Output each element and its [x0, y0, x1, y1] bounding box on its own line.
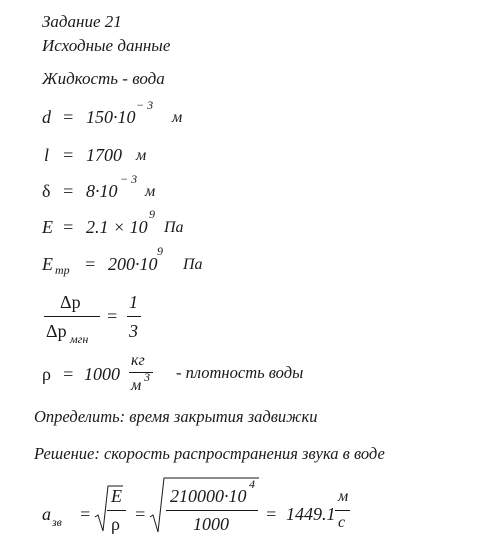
radical-1-denominator: ρ	[111, 514, 120, 534]
rho-unit-exponent: 3	[144, 370, 150, 384]
ratio-denominator-subscript: мгн	[70, 332, 89, 346]
ratio-equals: =	[106, 306, 119, 326]
l-value: 1700	[86, 145, 122, 165]
E-mantissa: 2.1 × 10	[86, 217, 148, 237]
Etr-equals: =	[84, 254, 97, 274]
radical-2-numerator-exponent: 4	[249, 477, 255, 491]
E-symbol: E	[42, 217, 53, 237]
radical-2-fraction-bar	[166, 510, 258, 511]
d-unit: м	[172, 109, 183, 126]
rho-unit-denominator: м	[131, 377, 142, 394]
l-symbol: l	[44, 145, 50, 165]
result-value: 1449.1	[286, 504, 336, 524]
Etr-exponent: 9	[157, 244, 163, 258]
ratio-fraction-bar	[44, 316, 100, 317]
result-unit-numerator: м	[338, 488, 349, 505]
task-title: Задание 21	[42, 12, 122, 31]
l-unit: м	[136, 147, 147, 164]
rho-symbol: ρ	[42, 364, 51, 384]
ratio-rhs-denominator: 3	[129, 321, 138, 341]
rho-equals: =	[62, 364, 75, 384]
result-unit-denominator: с	[338, 514, 346, 531]
subtitle: Исходные данные	[42, 36, 171, 55]
d-equals: =	[62, 107, 75, 127]
fluid-line: Жидкость - вода	[42, 69, 165, 88]
radical-1-fraction-bar	[107, 510, 126, 511]
ratio-rhs-fraction-bar	[127, 316, 141, 317]
Etr-symbol: E	[42, 254, 53, 274]
ratio-denominator: Δp	[46, 321, 67, 341]
a-symbol: a	[42, 504, 51, 524]
radical-2-denominator: 1000	[193, 514, 229, 534]
result-unit-fraction-bar	[335, 510, 350, 511]
radical-2-numerator: 210000·10	[170, 486, 247, 506]
a-subscript: зв	[52, 515, 62, 529]
eq-2: =	[134, 504, 147, 524]
rho-value: 1000	[84, 364, 120, 384]
E-equals: =	[62, 217, 75, 237]
E-exponent: 9	[149, 207, 155, 221]
Etr-mantissa: 200·10	[108, 254, 158, 274]
solution-label: Решение: скорость распространения звука в воде	[34, 444, 385, 463]
l-equals: =	[62, 145, 75, 165]
rho-note: - плотность воды	[176, 363, 304, 382]
Etr-unit: Па	[183, 256, 203, 273]
ratio-numerator: Δp	[60, 292, 81, 312]
eq-1: =	[79, 504, 92, 524]
radical-1-numerator: E	[111, 486, 122, 506]
Etr-subscript: тр	[55, 263, 70, 277]
rho-unit-numerator: кг	[131, 352, 145, 369]
eq-3: =	[265, 504, 278, 524]
d-mantissa: 150·10	[86, 107, 136, 127]
delta-unit: м	[145, 183, 156, 200]
d-symbol: d	[42, 107, 51, 127]
delta-equals: =	[62, 181, 75, 201]
E-unit: Па	[164, 219, 184, 236]
ratio-rhs-numerator: 1	[129, 292, 138, 312]
delta-mantissa: 8·10	[86, 181, 118, 201]
delta-exponent: − 3	[120, 172, 138, 186]
determine-line: Определить: время закрытия задвижки	[34, 407, 318, 426]
delta-symbol: δ	[42, 181, 51, 201]
d-exponent: − 3	[136, 98, 154, 112]
